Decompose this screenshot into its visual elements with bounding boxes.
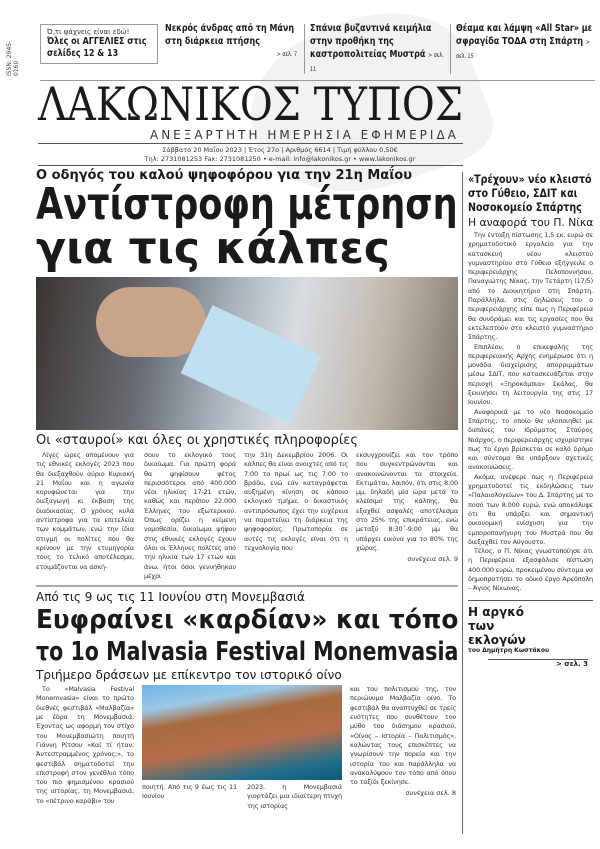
divider	[450, 24, 451, 74]
festival-kicker: Από τις 9 ως τις 11 Ιουνίου στη Μονεμβασιά	[36, 590, 305, 605]
issue-info: Σάββατο 20 Μαΐου 2023 | Έτος 27ο | Αριθμός 6614 | Τιμή φύλλου 0,50€	[162, 146, 398, 154]
festival-text-col-1: Το «Malvasia Festival Monemvasia» είναι το πρώτο διεθνές φεστιβάλ «Μαλβαζία» με έδρα τη Μονεμβασιά. Έχοντας ως αφορμή τον στίχο του Μονεμβασιώτη ποιητή Γιάννη Ρίτσου «Καί τί ήταν; Άντεστραμμένος χρόνος;», το φεστιβάλ σηματοδοτεί την επιστροφή στον γενέθλιο τόπο του πιο φημισμένου κρασιού της ιστορίας, τη Μονεμβασιά, το «πέτρινο καράβι» του	[36, 685, 134, 805]
masthead-title-text: ΛΑΚΩΝΙΚΟΣ ΤΥΠΟΣ	[38, 77, 464, 131]
contact-info: Τηλ: 2731081253 Fax: 2731081250 • e-mail: info@lakonikos.gr • www.lakonikos.gr	[144, 155, 416, 163]
sidebar-paragraph: Την ένταξη πίστωσης 1,5 εκ. ευρώ σε χρηματοδοτικό εργαλείο για την κατασκευή νέου κλειστού γυμναστηρίου στο Γύθειο εξήγγειλε ο περιφερειάρχης Πελοποννήσου, Παναγιώτης Νίκας, την Τετάρτη (17/5) από το Διοικητήριο στη Σπάρτη. Παράλληλα, στις δηλώσεις του ο περιφερειάρχης είπε πως η Περιφέρεια θα συνδράμει και τις εργασίες που θα εκτελεστούν στο κλειστό γυμναστήριο Σπάρτης.	[468, 231, 593, 342]
opinion-page: > σελ. 3	[488, 659, 588, 669]
festival-middle	[142, 685, 342, 811]
opinion-title: Η αργκό των εκλογών	[468, 604, 526, 647]
teaser-1[interactable]	[165, 22, 297, 61]
main-headline-2	[36, 223, 458, 274]
festival-text-col-3: 2023, η Μονεμβασιά γιορτάζει μια ιδιαίτερη πτυχή της ιστορίας	[247, 783, 342, 810]
sidebar-paragraph: Επιπλέον, ο επικεφαλής της περιφερειακής Αρχής ενημέρωσε ότι η μονάδα διαχείρισης απορριμμάτων μέσω ΣΔΙΤ, που κατασκευάζεται στην περιοχή «Ξηροκάμπια» Σκάλας, θα ξεκινήσει τη λειτουργία της στις 17 Ιουνίου.	[468, 342, 593, 407]
sidebar-subheadline	[468, 216, 593, 229]
main-text-col-2: σουν το εκλογικό τους δικαίωμα. Για πρώτη φορά θα ψηφίσουν φέτος περισσότεροι από 400.000 νέοι ηλικίας 17-21 ετών, καθώς και περίπου 22.000 Έλληνες του εξωτερικού. Όπως ορίζει η κείμενη νομοθεσία, δικαίωμα ψήφου στις εθνικές εκλογές έχουν όλοι οι Έλληνες πολίτες από την ηλικία των 17 ετών και άνω, ήτοι όσοι γεννήθηκαν μέχρι	[144, 451, 236, 580]
festival-headline-1-text: Ευφραίνει «καρδίαν» και τόπο	[36, 605, 459, 636]
teaser-title: Σπάνια βυζαντινά κειμήλια στην προθήκη της καστροπολιτείας Μυστρά	[310, 23, 432, 60]
dateline	[100, 146, 460, 164]
divider	[38, 143, 463, 144]
teaser-3[interactable]	[456, 22, 594, 63]
issn: ISSN: 2945-0160	[6, 40, 20, 76]
festival-headline-1	[36, 604, 458, 636]
main-text-col-4: εκσυγχρονίζει και τον τρόπο που συγκεντρώνονται και ανακοινώνονται τα στοιχεία. Εκτιμάται, λοιπόν, ότι στις 8:00 μμ, δηλαδή μία ώρα μετά το κλείσιμο της κάλπης, θα εξαχθεί ασφαλές αποτέλεσμα στο 25% της επικράτειας, ενώ μεταξύ 8:30΄-9:00 μμ θα υπάρχει εικόνα για το 80% της χώρας.	[356, 451, 458, 552]
festival-continued[interactable]: συνέχεια σελ. 8	[405, 789, 456, 798]
masthead-subtitle: ΑΝΕΞΑΡΤΗΤΗ ΗΜΕΡΗΣΙΑ ΕΦΗΜΕΡΙΔΑ	[150, 128, 459, 142]
main-kicker-text: Ο οδηγός του καλού ψηφοφόρου για την 21η Μαΐου	[36, 168, 413, 183]
main-caption-text: Οι «σταυροί» και όλες οι χρηστικές πληροφορίες	[36, 433, 358, 448]
main-headline-1-text: Αντίστροφη μέτρηση	[36, 179, 458, 230]
festival-text-col-4: και του πολιτισμού της, τον περιώνυμο Μαλβαζία οίνο. Το φεστιβάλ θα αναπτυχθεί σε τρείς ενότητες που συνθέτουν τον μύθο του διάσημου κρασιού, «Οίνος – Ιστορία – Πολιτισμός», καλώντας τους επισκέπτες να γνωρίσουν την πορεία και την ιστορία του και παράλληλα να ανακαλύψουν τον τόπο από όπου το ταξίδι ξεκίνησε.	[350, 685, 456, 787]
teaser-page: > σελ. 7	[276, 51, 297, 58]
classifieds-text: Όλες οι ΑΓΓΕΛΙΕΣ στις σελίδες 12 & 13	[47, 36, 147, 59]
monemvasia-photo	[142, 685, 342, 780]
main-text	[36, 451, 458, 581]
teaser-2[interactable]	[310, 22, 448, 76]
main-text-col-1: Λίγες ώρες απομένουν για τις εθνικές εκλογές 2023 που θα διεξαχθούν αύριο Κυριακή 21 Μαΐου και η αγωνία κορυφώνεται για την διεξαγωγή κι έκβαση της διαδικασίας. Ο χρόνος κυλά αντίστροφα για τα επιτελεία των κομμάτων, ενώ την ίδια στιγμή οι πολίτες που θα κρίνουν με την ετυμηγορία τους το τελικό αποτέλεσμα, ετοιμάζονται να ασκή-	[36, 451, 134, 571]
main-caption	[36, 433, 458, 448]
festival-text	[36, 685, 458, 811]
festival-middle-cols	[142, 783, 342, 811]
sidebar-paragraph: Ακόμα, ανέφερε πως η Περιφέρεια χρηματοδοτεί τις εκδηλώσεις των «Παλαιολογείων» του Δ. Σπάρτης με το ποσό των 8.000 ευρώ, ενώ αποκάλυψε ότι θα υπάρξει και σημαντική οικονομική ενίσχυση για την εμποροπανήγυρη του Μυστρά που θα διεξαχθεί τον Αύγουστο.	[468, 472, 593, 546]
festival-text-col-4-wrap	[350, 685, 456, 798]
teaser-page: > σελ. 15	[456, 39, 590, 60]
opinion-author: του Δημήτρη Κωστάκου	[468, 646, 550, 654]
main-continued[interactable]: συνέχεια σελ. 9	[407, 555, 458, 564]
divider	[38, 165, 463, 166]
sidebar-subheadline-text: Η αναφορά του Π. Νίκα	[468, 216, 594, 229]
festival-subheadline: Τριήμερο δράσεων με επίκεντρο τον ιστορικό οίνο	[36, 668, 342, 683]
classifieds-box[interactable]	[40, 24, 158, 64]
classifieds-tagline: Ό,τι ψάχνεις είναι εδώ!	[47, 28, 130, 36]
divider	[468, 600, 593, 601]
sidebar-headline: «Τρέχουν» νέο κλειστό στο Γύθειο, ΣΔΙΤ και Νοσοκομείο Σπάρτης	[468, 172, 592, 214]
sidebar-paragraph: Αναφορικά με το νέο Νοσοκομείο Σπάρτης, το οποίο θα υλοποιηθεί με δαπάνες του Ιδρύματος Σταύρος Νιάρχος, ο περιφερειάρχης ισχυρίστηκε πως το έργο βρίσκεται σε καλό δρόμο και σύντομα θα υπάρξουν σχετικές ανακοινώσεις.	[468, 407, 593, 472]
main-text-col-4-wrap	[356, 451, 458, 564]
sidebar-divider	[462, 172, 463, 834]
main-headline-1	[36, 179, 458, 230]
masthead-title	[38, 77, 464, 131]
divider	[304, 24, 305, 74]
divider	[36, 585, 458, 587]
festival-text-col-2: ποιητή. Από τις 9 έως τις 11 Ιουνίου	[142, 783, 237, 801]
left-column	[36, 168, 458, 811]
festival-headline-2-text: το 1ο Malvasia Festival Monemvasia	[36, 637, 459, 668]
main-text-col-3: την 31η Δεκεμβρίου 2006. Οι κάλπες θα είναι ανοιχτές από τις 7:00 το πρωί ως τις 7:00 το βράδυ, ενώ εάν καταγράφεται αυξημένη κίνηση σε κάποιο εκλογικό τμήμα, ο δικαστικός αντιπρόσωπος έχει την ευχέρεια να παρατείνει τη διάρκεια της ψηφοφορίας. Πρωτοπορία σε αυτές τις εκλογές είναι ότι η τεχνολογία που	[244, 451, 349, 552]
festival-headline-2	[36, 636, 458, 668]
opinion-teaser[interactable]	[468, 605, 593, 669]
teaser-title: Θέαμα και λάμψη «All Star» με σφραγίδα ΤΟΔΑ στη Σπάρτη	[456, 23, 593, 47]
teaser-page: > σελ. 11	[310, 52, 444, 73]
sidebar	[468, 172, 593, 669]
main-headline-2-text: για τις κάλπες	[36, 223, 390, 274]
teaser-title: Νεκρός άνδρας από τη Μάνη στη διάρκεια πτήσης	[165, 23, 295, 47]
sidebar-paragraph: Τέλος, ο Π. Νίκας γνωστοποίησε ότι η Περιφέρεια εξασφάλισε πίστωση 400.000 ευρώ, προκειμένου σύντομα να δημοπρατήσει το οδικό έργο Αρεόπολη – Άγιος Νίκωνας.	[468, 547, 593, 593]
ballot-photo	[36, 277, 458, 430]
sidebar-text	[468, 231, 593, 594]
